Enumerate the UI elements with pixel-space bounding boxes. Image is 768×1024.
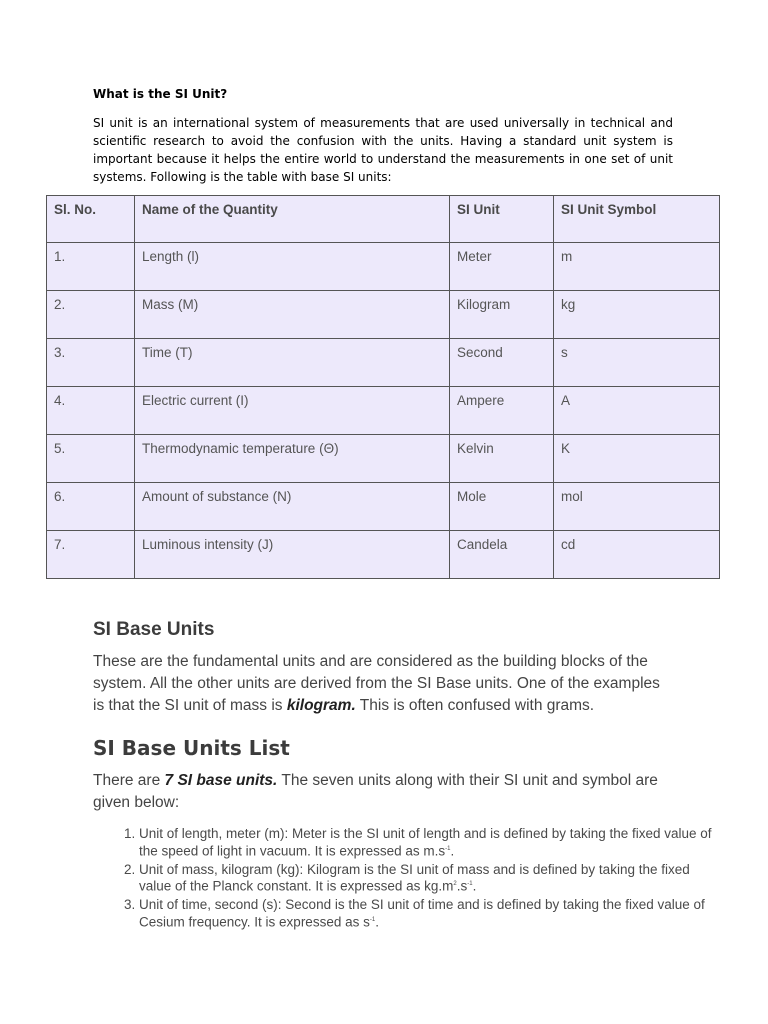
table-row	[47, 339, 720, 387]
table-row	[47, 243, 720, 291]
units-list-emphasis: 7 SI base units.	[164, 772, 278, 789]
cell-si-unit: Second	[450, 339, 554, 387]
header-sl-no: Sl. No.	[47, 196, 135, 243]
list-item	[139, 826, 719, 859]
base-units-list	[93, 826, 719, 933]
cell-si-symbol: s	[554, 339, 720, 387]
cell-si-unit: Kelvin	[450, 435, 554, 483]
table-header-row	[47, 196, 720, 243]
cell-quantity: Mass (M)	[135, 291, 450, 339]
cell-quantity: Amount of substance (N)	[135, 483, 450, 531]
list-item-exponent: -1	[369, 916, 376, 923]
list-item-mid: .s	[456, 878, 468, 894]
cell-sl-no: 4.	[47, 387, 135, 435]
cell-si-unit: Ampere	[450, 387, 554, 435]
list-item-text: Unit of length, meter (m): Meter is the SI unit of length and is defined by taking the fixed value of the speed of light in vacuum. It is expressed as m.s	[139, 826, 712, 858]
cell-si-symbol: mol	[554, 483, 720, 531]
base-units-emphasis: kilogram.	[286, 697, 356, 714]
base-units-text: These are the fundamental units and are considered as the building blocks of the system. All the other units are derived from the SI Base units. One of the examples is that the SI unit of mass is	[93, 653, 660, 714]
cell-sl-no: 6.	[47, 483, 135, 531]
list-item-tail: .	[450, 843, 455, 858]
cell-sl-no: 1.	[47, 243, 135, 291]
section-title-units-list: SI Base Units List	[93, 736, 290, 760]
base-units-text-end: This is often confused with grams.	[355, 697, 595, 714]
cell-si-unit: Meter	[450, 243, 554, 291]
table-row	[47, 531, 720, 579]
cell-si-unit: Kilogram	[450, 291, 554, 339]
section-title-base-units: SI Base Units	[93, 619, 215, 640]
cell-si-symbol: K	[554, 435, 720, 483]
header-quantity: Name of the Quantity	[135, 196, 450, 243]
header-si-symbol: SI Unit Symbol	[554, 196, 720, 243]
question-heading: What is the SI Unit?	[93, 87, 228, 101]
table-row	[47, 291, 720, 339]
list-item-exponent-2: -1	[467, 881, 473, 887]
cell-si-symbol: kg	[554, 291, 720, 339]
list-item-exponent: -1	[445, 845, 451, 852]
units-list-text-end: The seven units along with their SI unit and symbol are given below:	[93, 772, 658, 811]
header-si-unit: SI Unit	[450, 196, 554, 243]
list-item-text: Unit of mass, kilogram (kg): Kilogram is the SI unit of mass and is defined by taking the fixed value of the Planck constant. It is expressed as kg.m	[139, 861, 690, 894]
list-item	[139, 862, 719, 895]
cell-si-symbol: cd	[554, 531, 720, 579]
cell-si-unit: Mole	[450, 483, 554, 531]
cell-sl-no: 5.	[47, 435, 135, 483]
cell-si-symbol: A	[554, 387, 720, 435]
si-units-table	[46, 195, 720, 579]
cell-quantity: Thermodynamic temperature (Θ)	[135, 435, 450, 483]
list-item-tail: .	[472, 878, 477, 894]
table-row	[47, 387, 720, 435]
table-row	[47, 483, 720, 531]
cell-quantity: Time (T)	[135, 339, 450, 387]
units-list-paragraph	[93, 770, 673, 814]
list-item-exponent: 2	[453, 881, 457, 887]
table-row	[47, 435, 720, 483]
cell-quantity: Electric current (I)	[135, 387, 450, 435]
cell-sl-no: 3.	[47, 339, 135, 387]
list-item-tail: .	[375, 914, 379, 929]
cell-sl-no: 7.	[47, 531, 135, 579]
cell-quantity: Luminous intensity (J)	[135, 531, 450, 579]
intro-paragraph: SI unit is an international system of measurements that are used universally in technical and scientific research to avoid the confusion with the units. Having a standard unit system is important because it helps the entire world to understand the measurements in one set of unit systems. Following is the table with base SI units:	[93, 116, 673, 184]
cell-si-unit: Candela	[450, 531, 554, 579]
list-item	[139, 897, 719, 930]
cell-si-symbol: m	[554, 243, 720, 291]
cell-quantity: Length (l)	[135, 243, 450, 291]
units-list-text: There are	[93, 772, 165, 789]
base-units-paragraph	[93, 651, 673, 717]
list-item-text: Unit of time, second (s): Second is the SI unit of time and is defined by taking the fixed value of Cesium frequency. It is expressed as s	[139, 897, 705, 929]
cell-sl-no: 2.	[47, 291, 135, 339]
